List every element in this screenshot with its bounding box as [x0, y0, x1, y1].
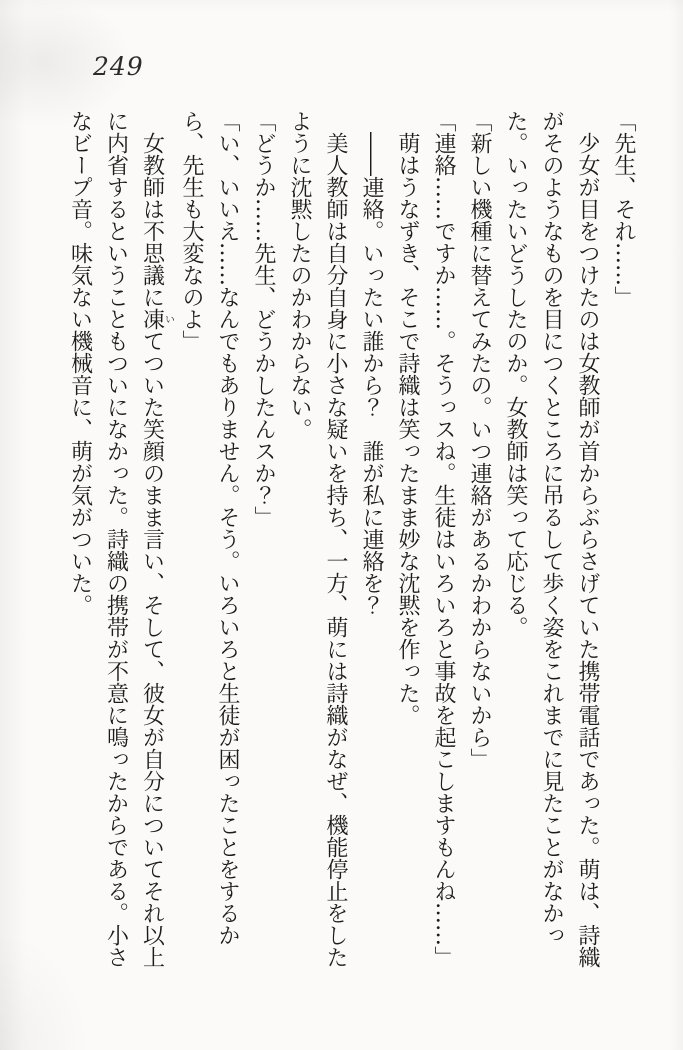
paragraph-text: 女教師は不思議に: [139, 110, 165, 308]
page-number: 249: [93, 52, 144, 81]
ruby-annotation: [139, 308, 174, 330]
paragraph: 美人教師は自分自身に小さな疑いを持ち、一方、萌には詩織がなぜ、機能停止をしたように沈黙したのかわからない。: [287, 110, 348, 968]
paragraph: 「連絡……ですか……。そうっスね。生徒はいろいろと事故を起こしますもんね……」: [431, 110, 456, 968]
ruby-base: 凍: [139, 308, 165, 330]
paragraph-text: てついた笑顔のまま言い、そして、彼女が自分についてそれ以上に内省するということもついになかった。詩織の携帯が不意に鳴ったからである。小さなビープ音。味気ない機械音に、萌が気がついた。: [67, 110, 165, 968]
paragraph: 少女が目をつけたのは女教師が首からぶらさげていた携帯電話であった。萌は、詩織がそのようなものを目につくところに吊るして歩く姿をこれまでに見たことがなかった。いったいどうしたのか。女教師は笑って応じる。: [503, 110, 600, 968]
paragraph: [62, 110, 174, 970]
paragraph: 「新しい機種に替えてみたの。いつ連絡があるかわからないから」: [467, 110, 492, 770]
paragraph: 萌はうなずき、そこで詩織は笑ったまま妙な沈黙を作った。: [395, 110, 420, 726]
ruby-text: い: [162, 308, 174, 330]
paragraph: 「どうか……先生、どうかしたんスか？」: [251, 110, 276, 528]
text-block: [62, 110, 642, 970]
paragraph: ――連絡。いったい誰から？ 誰が私に連絡を？: [359, 110, 384, 616]
paragraph: 「先生、それ……」: [611, 110, 636, 308]
paragraph: 「い、いいえ……なんでもありません。そう。いろいろと生徒が困ったことをするから、先生も大変なのよ」: [179, 110, 240, 946]
